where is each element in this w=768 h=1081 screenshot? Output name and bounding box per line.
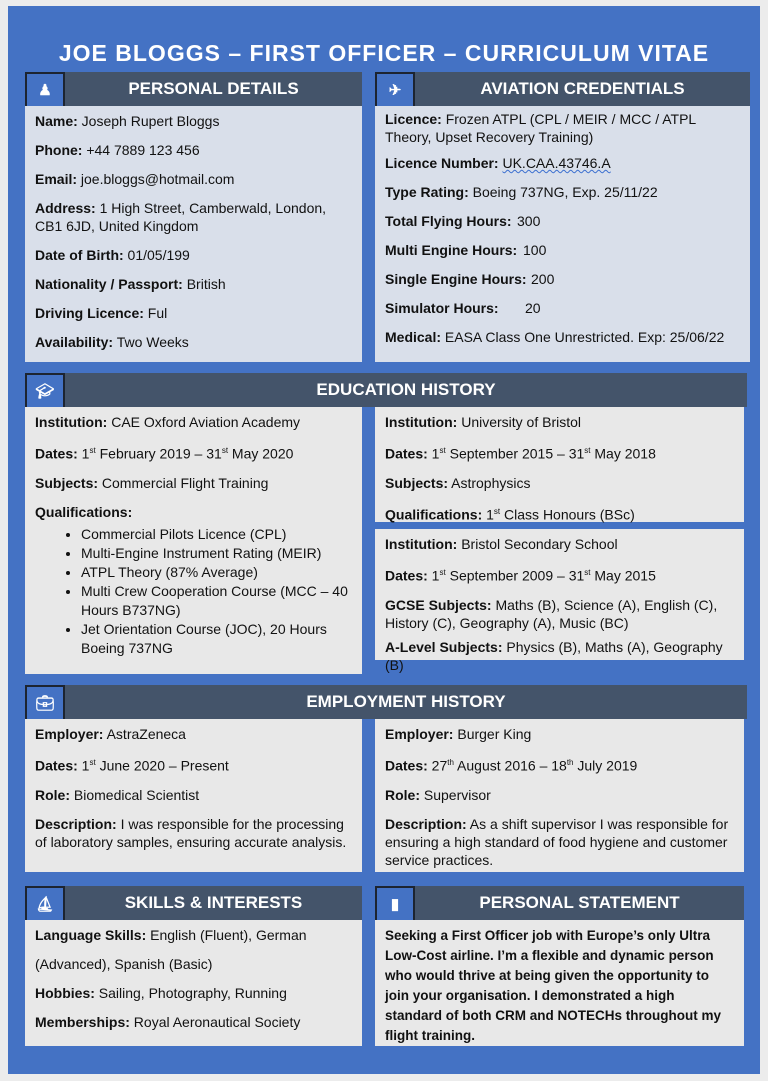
aviation-credentials-header (375, 72, 750, 106)
field-qualifications: Qualifications: 1st Class Honours (BSc) (385, 506, 635, 523)
field-name: Name: Joseph Rupert Bloggs (35, 113, 220, 129)
field-licence-number: Licence Number: UK.CAA.43746.A (385, 155, 611, 171)
field-subjects: Subjects: Commercial Flight Training (35, 474, 269, 491)
section-heading: AVIATION CREDENTIALS (480, 79, 685, 98)
section-heading: SKILLS & INTERESTS (124, 893, 303, 912)
employment-history-header (25, 685, 747, 719)
field-subjects: Subjects: Astrophysics (385, 474, 531, 491)
education-university-panel (375, 407, 744, 522)
field-employer: Employer: AstraZeneca (35, 726, 186, 742)
field-dates: Dates: 1st February 2019 – 31st May 2020 (35, 445, 294, 462)
field-simulator-hours: Simulator Hours: 20 (385, 300, 541, 316)
field-description: Description: I was responsible for the processing of laboratory samples, ensuring accurate analysis. (35, 815, 347, 850)
field-dates: Dates: 1st September 2015 – 31st May 2018 (385, 445, 656, 462)
field-role: Role: Supervisor (385, 786, 491, 803)
list-item: • ATPL Theory (87% Average) (81, 563, 352, 582)
section-heading: EMPLOYMENT HISTORY (306, 692, 506, 711)
field-nationality: Nationality / Passport: British (35, 276, 226, 292)
personal-statement-panel (375, 920, 744, 1046)
field-multi-engine-hours: Multi Engine Hours: 100 (385, 242, 547, 258)
field-availability: Availability: Two Weeks (35, 334, 189, 350)
graduation-cap-icon: 🎓︎ (25, 373, 65, 407)
field-dates: Dates: 1st June 2020 – Present (35, 757, 229, 774)
education-school-panel (375, 529, 744, 673)
airplane-icon: ✈ (375, 72, 415, 106)
field-email: Email: joe.bloggs@hotmail.com (35, 171, 235, 187)
field-institution: Institution: CAE Oxford Aviation Academy (35, 414, 301, 430)
field-licence: Licence: Frozen ATPL (CPL / MEIR / MCC / ATPL Theory, Upset Recovery Training) (385, 111, 696, 145)
sailboat-icon: ⛵︎ (25, 886, 65, 920)
field-languages: Language Skills: English (Fluent), German (Advanced), Spanish (Basic) (35, 927, 307, 972)
education-cae-panel (25, 407, 362, 674)
list-item: • Multi Crew Cooperation Course (MCC – 40 Hours B737NG) (81, 582, 352, 620)
field-address: Address: 1 High Street, Camberwald, London, CB1 6JD, United Kingdom (35, 200, 327, 234)
field-dob: Date of Birth: 01/05/199 (35, 247, 190, 263)
field-description: Description: As a shift supervisor I was responsible for ensuring a high standard of food hygiene and customer service practices. (385, 815, 729, 868)
skills-interests-header (25, 886, 362, 920)
personal-details-panel (25, 106, 362, 362)
field-dates: Dates: 27th August 2016 – 18th July 2019 (385, 757, 638, 774)
list-item: • Jet Orientation Course (JOC), 20 Hours Boeing 737NG (81, 620, 352, 658)
field-gcse: GCSE Subjects: Maths (B), Science (A), English (C), History (C), Geography (A), Music (BC) (385, 596, 718, 631)
field-alevel: A-Level Subjects: Physics (B), Maths (A), Geography (B) (385, 638, 723, 673)
skills-panel (25, 920, 362, 1046)
employment-job-panel (375, 719, 744, 872)
speech-bubble-icon: ▮ (375, 886, 415, 920)
qualifications-list (81, 525, 352, 658)
list-item: • Commercial Pilots Licence (CPL) (81, 525, 352, 544)
user-icon: ♟ (25, 72, 65, 106)
field-driving-licence: Driving Licence: Ful (35, 305, 168, 321)
field-memberships: Memberships: Royal Aeronautical Society (35, 1014, 301, 1030)
field-type-rating: Type Rating: Boeing 737NG, Exp. 25/11/22 (385, 184, 658, 200)
statement-text: Seeking a First Officer job with Europe’s only Ultra Low-Cost airline. I’m a flexible and dynamic person who would thrive at being given the opportunity to join your organisation. I demonstrated a high standard of both CRM and NOTECHs throughout my flight training. (385, 928, 721, 1043)
field-employer: Employer: Burger King (385, 726, 532, 742)
field-institution: Institution: Bristol Secondary School (385, 536, 618, 552)
field-medical: Medical: EASA Class One Unrestricted. Exp: 25/06/22 (385, 329, 725, 345)
section-heading: PERSONAL DETAILS (128, 79, 299, 98)
employment-job-panel (25, 719, 362, 872)
field-phone: Phone: +44 7889 123 456 (35, 142, 200, 158)
field-single-engine-hours: Single Engine Hours: 200 (385, 271, 555, 287)
field-institution: Institution: University of Bristol (385, 414, 582, 430)
field-dates: Dates: 1st September 2009 – 31st May 2015 (385, 567, 656, 584)
aviation-credentials-panel (375, 106, 750, 362)
section-heading: PERSONAL STATEMENT (479, 893, 680, 912)
field-role: Role: Biomedical Scientist (35, 786, 200, 803)
education-history-header (25, 373, 747, 407)
personal-details-header (25, 72, 362, 106)
personal-statement-header (375, 886, 744, 920)
field-qualifications: Qualifications: (35, 503, 133, 520)
page-title: JOE BLOGGS – FIRST OFFICER – CURRICULUM VITAE (58, 40, 710, 66)
briefcase-icon: 💼︎ (25, 685, 65, 719)
list-item: • Multi-Engine Instrument Rating (MEIR) (81, 544, 352, 563)
field-total-hours: Total Flying Hours: 300 (385, 213, 541, 229)
field-hobbies: Hobbies: Sailing, Photography, Running (35, 985, 287, 1001)
section-heading: EDUCATION HISTORY (316, 380, 496, 399)
